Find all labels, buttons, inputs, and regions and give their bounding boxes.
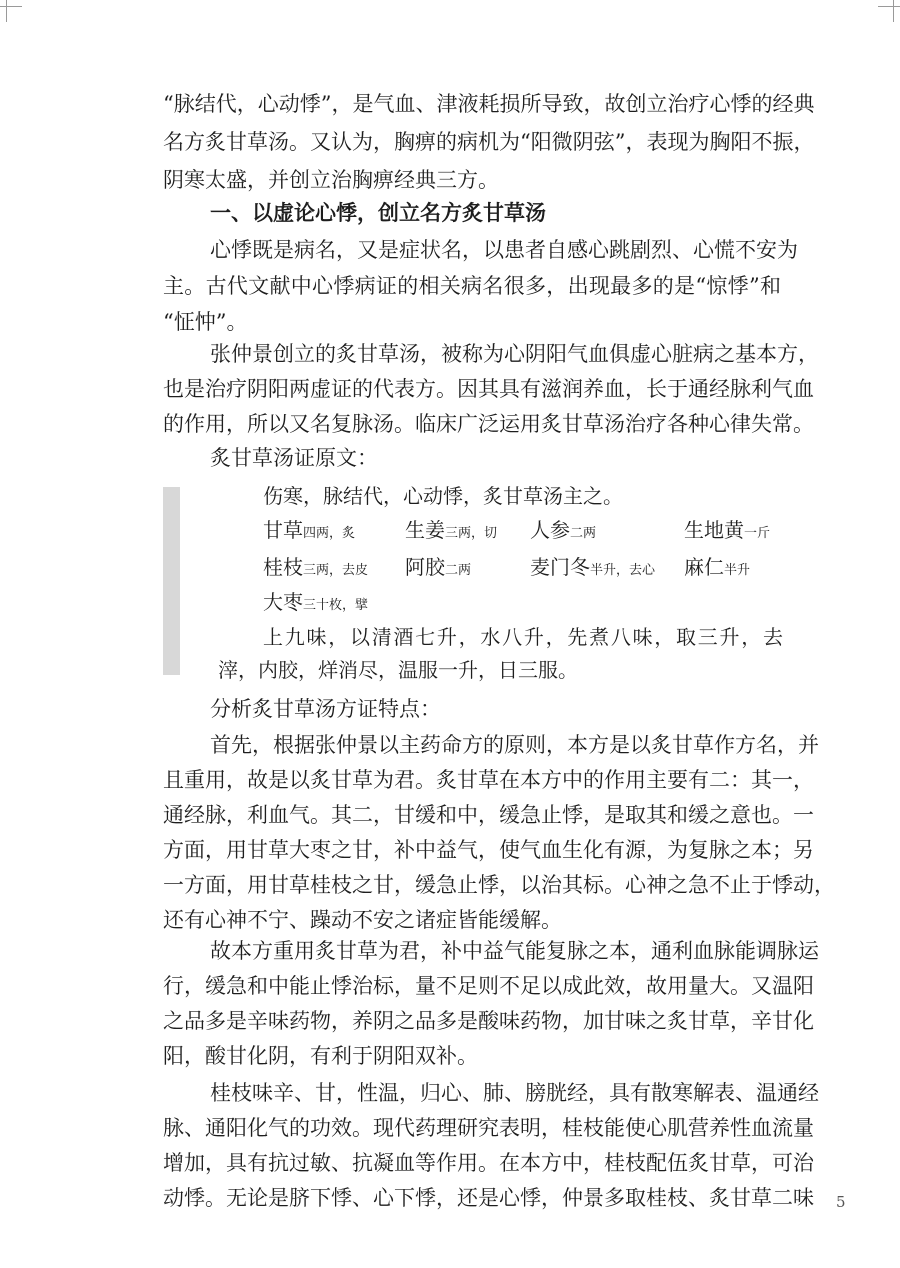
herb-dose: 四两，炙: [303, 526, 356, 541]
herb-entry: [530, 517, 596, 547]
text-line: 主。古代文献中心悸病证的相关病名很多，出现最多的是“惊悸”和: [163, 274, 781, 298]
crop-mark: [6, 0, 7, 22]
quote-method-line: 上九味，以清酒七升，水八升，先煮八味，取三升，去: [263, 625, 783, 649]
crop-mark: [0, 6, 22, 7]
herb-name: 阿胶: [405, 555, 445, 579]
herb-dose: 二两: [445, 563, 472, 578]
text-line: 也是治疗阴阳两虚证的代表方。因其具有滋润养血，长于通经脉利气血: [163, 377, 814, 401]
text-line: 之品多是辛味药物，养阴之品多是酸味药物，加甘味之炙甘草，辛甘化: [163, 1009, 814, 1033]
crop-mark: [878, 6, 900, 7]
text-line: 炙甘草汤证原文：: [210, 446, 378, 470]
text-line: 动悸。无论是脐下悸、心下悸，还是心悸，仲景多取桂枝、炙甘草二味: [163, 1186, 814, 1210]
text-line: 还有心神不宁、躁动不安之诸症皆能缓解。: [163, 908, 562, 932]
text-line: “怔忡”。: [163, 310, 248, 334]
section-heading: 一、以虚论心悸，创立名方炙甘草汤: [210, 201, 546, 225]
crop-mark: [893, 0, 894, 22]
herb-name: 甘草: [263, 518, 303, 542]
herb-dose: 半升: [724, 563, 751, 578]
text-line: 阳，酸甘化阴，有利于阴阳双补。: [163, 1044, 478, 1068]
page-number: 5: [836, 1193, 846, 1211]
text-line: 分析炙甘草汤方证特点：: [210, 697, 441, 721]
herb-name: 麻仁: [684, 555, 724, 579]
herb-dose: 三两，去皮: [303, 563, 369, 578]
herb-name: 大枣: [263, 590, 303, 614]
text-line: 的作用，所以又名复脉汤。临床广泛运用炙甘草汤治疗各种心律失常。: [163, 412, 814, 436]
text-line: 阴寒太盛，并创立治胸痹经典三方。: [163, 168, 499, 192]
herb-dose: 三十枚，擘: [303, 598, 369, 613]
herb-name: 生地黄: [684, 518, 744, 542]
herb-entry: [530, 554, 655, 584]
text-line: 心悸既是病名，又是症状名，以患者自感心跳剧烈、心慌不安为: [210, 238, 798, 262]
text-line: 桂枝味辛、甘，性温，归心、肺、膀胱经，具有散寒解表、温通经: [210, 1081, 819, 1105]
herb-name: 桂枝: [263, 555, 303, 579]
herb-entry: [263, 554, 368, 584]
text-line: 方面，用甘草大枣之甘，补中益气，使气血生化有源，为复脉之本；另: [163, 838, 814, 862]
herb-entry: [263, 517, 355, 547]
herb-dose: 半升，去心: [590, 563, 656, 578]
text-line: 故本方重用炙甘草为君，补中益气能复脉之本，通利血脉能调脉运: [210, 939, 819, 963]
herb-entry: [684, 517, 770, 547]
text-line: 通经脉，利血气。其二，甘缓和中，缓急止悸，是取其和缓之意也。一: [163, 803, 814, 827]
herb-entry: [405, 517, 497, 547]
text-line: 且重用，故是以炙甘草为君。炙甘草在本方中的作用主要有二：其一，: [163, 768, 814, 792]
quote-line: 伤寒，脉结代，心动悸，炙甘草汤主之。: [263, 484, 623, 508]
text-line: 行，缓急和中能止悸治标，量不足则不足以成此效，故用量大。又温阳: [163, 974, 814, 998]
herb-entry: [684, 554, 750, 584]
herb-entry: [263, 589, 368, 619]
herb-name: 人参: [530, 518, 570, 542]
text-line: 首先，根据张仲景以主药命方的原则，本方是以炙甘草作方名，并: [210, 733, 819, 757]
text-line: 一方面，用甘草桂枝之甘，缓急止悸，以治其标。心神之急不止于悸动，: [163, 873, 835, 897]
herb-name: 麦门冬: [530, 555, 590, 579]
herb-dose: 三两，切: [445, 526, 498, 541]
text-line: 增加，具有抗过敏、抗凝血等作用。在本方中，桂枝配伍炙甘草，可治: [163, 1151, 814, 1175]
herb-entry: [405, 554, 471, 584]
text-line: “脉结代，心动悸”，是气血、津液耗损所导致，故创立治疗心悸的经典: [163, 92, 815, 116]
text-line: 名方炙甘草汤。又认为，胸痹的病机为“阳微阴弦”，表现为胸阳不振，: [163, 130, 815, 154]
herb-dose: 二两: [570, 526, 597, 541]
herb-dose: 一斤: [744, 526, 771, 541]
herb-name: 生姜: [405, 518, 445, 542]
quote-method-line: 滓，内胶，烊消尽，温服一升，日三服。: [218, 658, 578, 682]
text-line: 脉、通阳化气的功效。现代药理研究表明，桂枝能使心肌营养性血流量: [163, 1116, 814, 1140]
text-line: 张仲景创立的炙甘草汤，被称为心阴阳气血俱虚心脏病之基本方，: [210, 342, 819, 366]
quote-bar: [163, 487, 180, 675]
